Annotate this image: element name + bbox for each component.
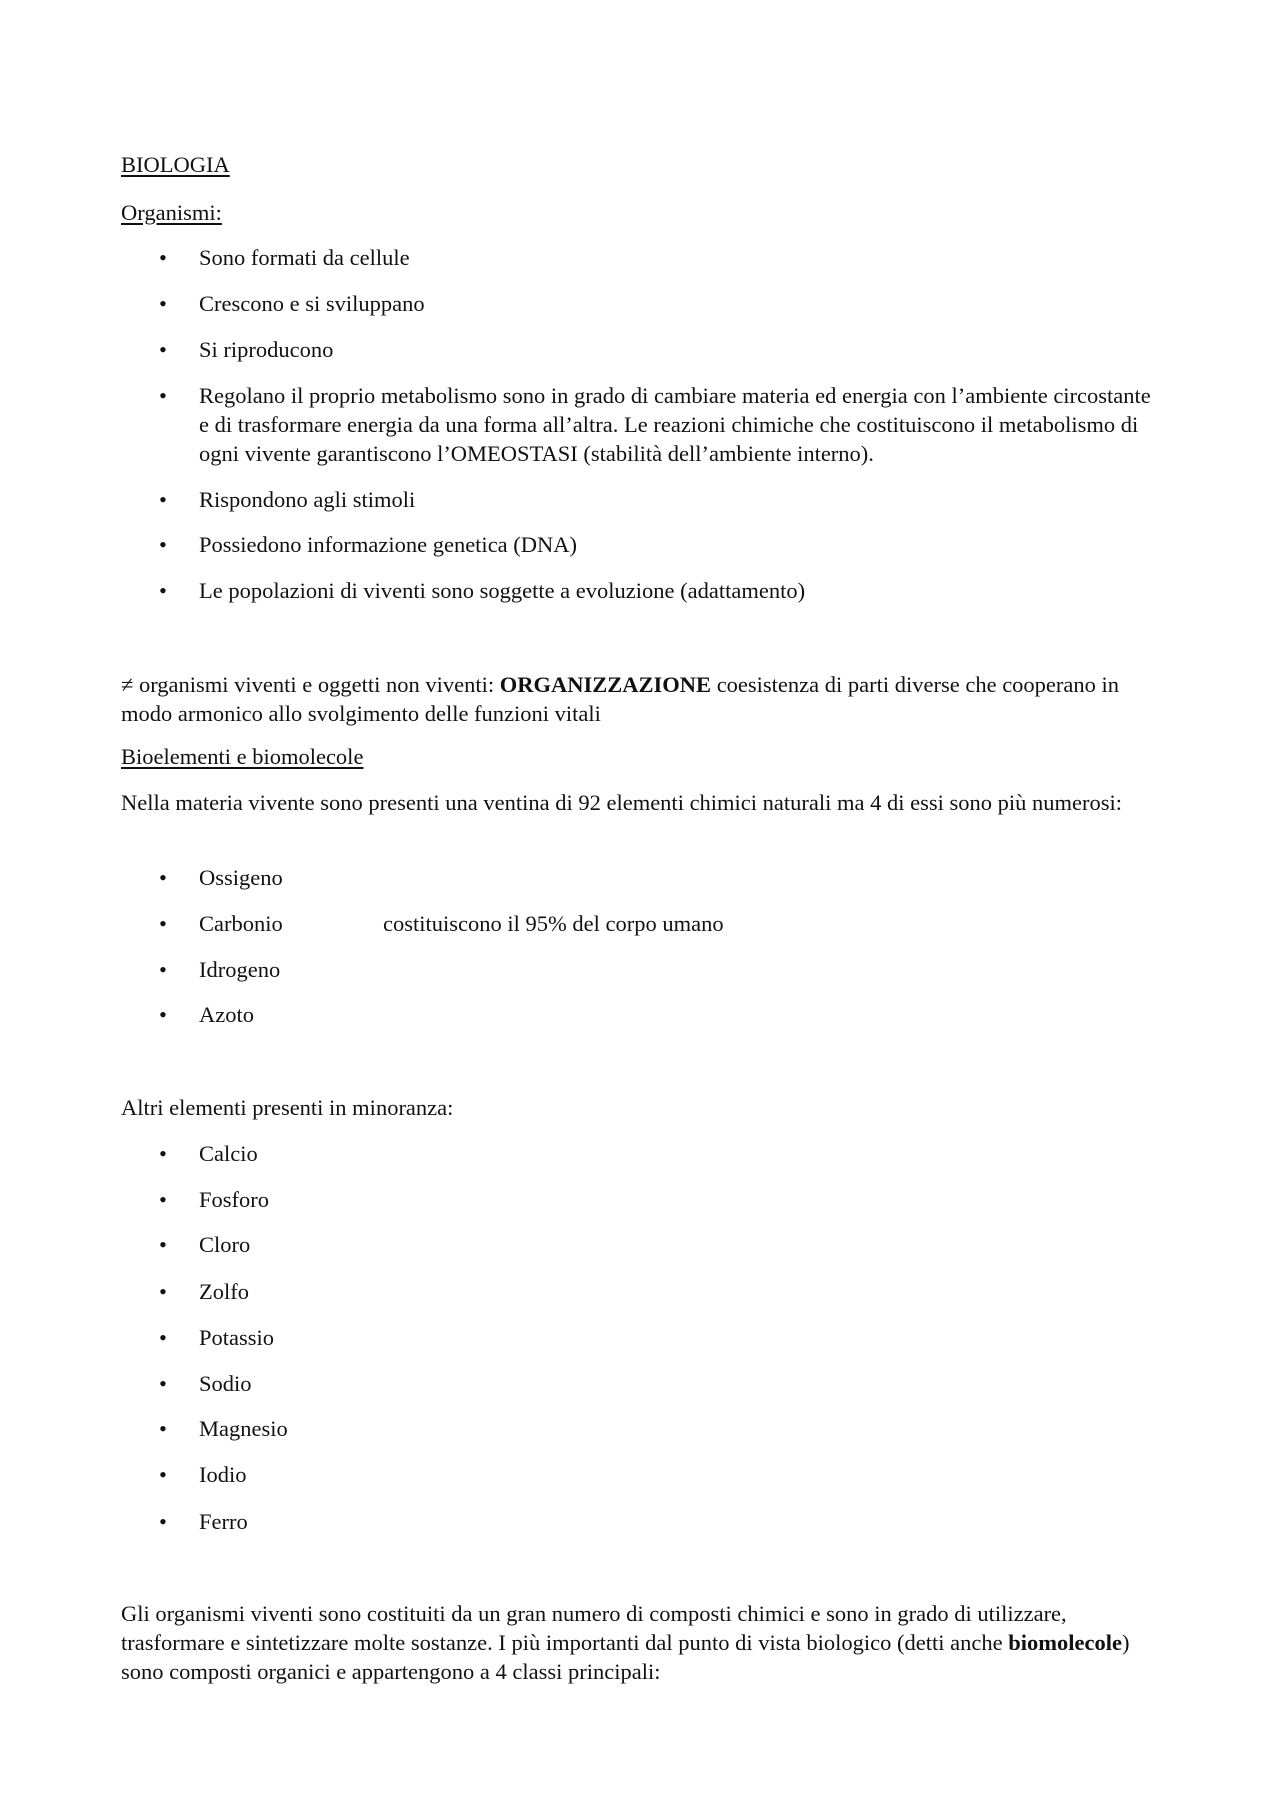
list-item bbox=[121, 1139, 1161, 1168]
bullet-icon: • bbox=[159, 1416, 167, 1441]
minor-elements-intro: Altri elementi presenti in minoranza: bbox=[121, 1095, 454, 1120]
list-item bbox=[121, 1507, 1161, 1536]
bullet-icon: • bbox=[159, 532, 167, 557]
list-item-text: Iodio bbox=[199, 1462, 247, 1487]
closing-paragraph bbox=[121, 1599, 1161, 1686]
organizzazione-keyword: ORGANIZZAZIONE bbox=[499, 672, 712, 697]
bullet-icon: • bbox=[159, 337, 167, 362]
closing-text-start: Gli organismi viventi sono costituiti da un gran numero di composti chimici e sono in grado di utilizzare, trasformare e sintetizzare molte sostanze. I più importanti dal punto di vista biologico (detti anche bbox=[121, 1601, 1067, 1655]
list-item-text: Possiedono informazione genetica (DNA) bbox=[199, 532, 578, 557]
list-item bbox=[121, 576, 1161, 605]
list-item-text: Ferro bbox=[199, 1509, 248, 1534]
list-item bbox=[121, 863, 1161, 892]
list-item bbox=[121, 335, 1161, 364]
list-item bbox=[121, 955, 1161, 984]
list-item-text: Ossigeno bbox=[199, 865, 283, 890]
list-item-text: Sodio bbox=[199, 1371, 252, 1396]
list-item bbox=[121, 1460, 1161, 1489]
bullet-icon: • bbox=[159, 865, 167, 890]
bullet-icon: • bbox=[159, 1141, 167, 1166]
organizzazione-paragraph bbox=[121, 670, 1161, 728]
list-item-text: Sono formati da cellule bbox=[199, 245, 410, 270]
bullet-icon: • bbox=[159, 1325, 167, 1350]
closing-keyword: biomolecole bbox=[1008, 1630, 1122, 1655]
list-item-text: Le popolazioni di viventi sono soggette a evoluzione (adattamento) bbox=[199, 578, 806, 603]
list-item-text: Calcio bbox=[199, 1141, 258, 1166]
list-item bbox=[121, 1185, 1161, 1214]
bullet-icon: • bbox=[159, 1187, 167, 1212]
organizzazione-prefix: ≠ organismi viventi e oggetti non viventi: bbox=[121, 672, 500, 697]
bullet-icon: • bbox=[159, 1002, 167, 1027]
list-item-text: Magnesio bbox=[199, 1416, 288, 1441]
list-item bbox=[121, 1414, 1161, 1443]
list-item-text: Rispondono agli stimoli bbox=[199, 487, 416, 512]
list-item-text: Regolano il proprio metabolismo sono in grado di cambiare materia ed energia con l’ambiente circostante e di trasformare energia da una forma all’altra. Le reazioni chimiche che costituiscono il metabolismo di ogni vivente garantiscono l’OMEOSTASI (stabilità dell’ambiente interno). bbox=[199, 383, 1151, 466]
list-item bbox=[121, 1000, 1161, 1029]
closing-text-end: ) sono composti organici e appartengono a 4 classi principali: bbox=[121, 1630, 1130, 1684]
bullet-icon: • bbox=[159, 1232, 167, 1257]
organizzazione-rest: coesistenza di parti diverse che cooperano in modo armonico allo svolgimento delle funzioni vitali bbox=[121, 672, 1120, 726]
bullet-icon: • bbox=[159, 1371, 167, 1396]
document-title: BIOLOGIA bbox=[121, 152, 230, 177]
main-elements-note: costituiscono il 95% del corpo umano bbox=[383, 911, 724, 936]
list-item-text: Si riproducono bbox=[199, 337, 334, 362]
list-item bbox=[121, 1369, 1161, 1398]
bullet-icon: • bbox=[159, 957, 167, 982]
list-item-text: Azoto bbox=[199, 1002, 254, 1027]
bullet-icon: • bbox=[159, 487, 167, 512]
organismi-heading: Organismi: bbox=[121, 200, 222, 225]
bullet-icon: • bbox=[159, 291, 167, 316]
bioelementi-heading: Bioelementi e biomolecole bbox=[121, 744, 364, 769]
list-item bbox=[121, 1323, 1161, 1352]
bioelementi-intro: Nella materia vivente sono presenti una ventina di 92 elementi chimici naturali ma 4 di essi sono più numerosi: bbox=[121, 790, 1122, 815]
bullet-icon: • bbox=[159, 578, 167, 603]
list-item bbox=[121, 530, 1161, 559]
list-item bbox=[121, 485, 1161, 514]
list-item-text: Crescono e si sviluppano bbox=[199, 291, 425, 316]
bullet-icon: • bbox=[159, 1462, 167, 1487]
bullet-icon: • bbox=[159, 245, 167, 270]
list-item bbox=[121, 1230, 1161, 1259]
list-item-text: Zolfo bbox=[199, 1279, 249, 1304]
list-item bbox=[121, 1277, 1161, 1306]
bullet-icon: • bbox=[159, 383, 167, 408]
list-item-text: Potassio bbox=[199, 1325, 275, 1350]
list-item-text: Carbonio bbox=[199, 911, 283, 936]
bullet-icon: • bbox=[159, 1509, 167, 1534]
list-item-text: Cloro bbox=[199, 1232, 251, 1257]
list-item bbox=[121, 289, 1161, 318]
list-item-text: Idrogeno bbox=[199, 957, 281, 982]
list-item-text: Fosforo bbox=[199, 1187, 270, 1212]
bullet-icon: • bbox=[159, 1279, 167, 1304]
bullet-icon: • bbox=[159, 911, 167, 936]
list-item bbox=[121, 243, 1161, 272]
list-item bbox=[121, 381, 1161, 468]
